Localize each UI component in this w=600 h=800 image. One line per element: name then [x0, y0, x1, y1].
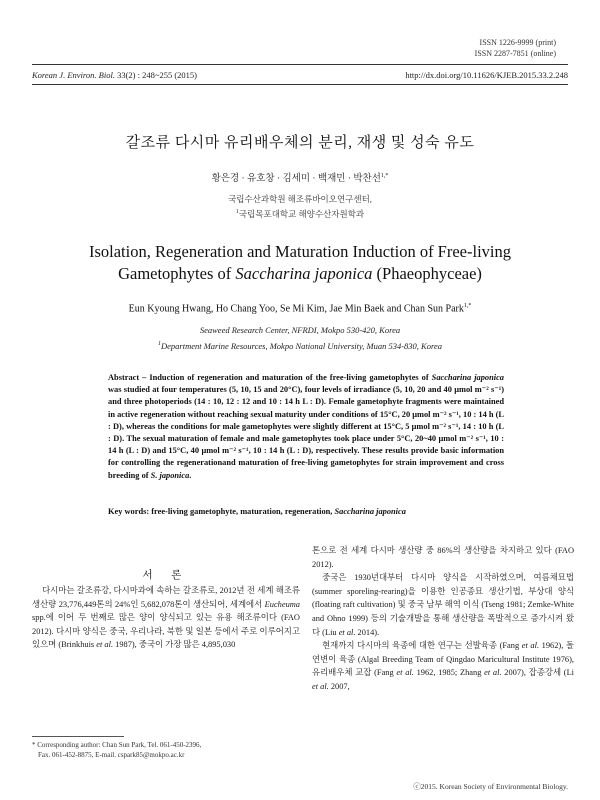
- abstract-label: Abstract: [108, 373, 140, 382]
- intro-p3-etal-3: et al.: [484, 668, 502, 678]
- korean-authors: [0, 170, 600, 184]
- intro-p3-etal-2: et al.: [396, 668, 414, 678]
- korean-author-names: 황은경 · 유호창 · 김세미 · 백재민 · 박찬선: [211, 174, 381, 184]
- english-title-species: Saccharina japonica: [235, 264, 373, 283]
- journal-citation: [32, 70, 197, 80]
- intro-p2-text-b: 2014).: [355, 627, 380, 637]
- journal-name: Korean J. Environ. Biol.: [32, 70, 115, 80]
- keywords: [108, 506, 504, 518]
- header-rule-top: [32, 64, 568, 65]
- english-affiliation-2: [0, 337, 600, 353]
- intro-paragraph-3: [312, 639, 574, 693]
- body-column-right: [312, 544, 574, 694]
- korean-affiliation-2: [0, 206, 600, 221]
- intro-p1-etal: et al.: [96, 640, 114, 650]
- intro-p1-text-b: spp.에 이어 두 번째로 많은 양이 양식되고 있는 유용 해조류이다 (FAO 2012). 다시마 양식은 중국, 우리나라, 북한 및 일본 등에서 주로 이루어지고 있으며 (Brinkhuis: [32, 613, 300, 650]
- english-author-names: Eun Kyoung Hwang, Ho Chang Yoo, Se Mi Kim, Jae Min Baek and Chan Sun Park: [128, 303, 464, 315]
- english-title: [0, 241, 600, 285]
- abstract-text-1: Induction of regeneration and maturation of the free-living gametophytes of: [149, 373, 432, 382]
- issn-online: ISSN 2287-7851 (online): [474, 49, 556, 58]
- intro-p3-text-a: 현재까지 다시마의 육종에 대한 연구는 선발육종 (Fang: [322, 641, 522, 651]
- footnote-line-1: * Corresponding author: Chan Sun Park, Tel. 061-450-2396,: [32, 741, 202, 749]
- intro-p1-text-a: 다시마는 갈조류강, 다시마과에 속하는 갈조류로, 2012년 전 세계 해조류 생산량 23,776,449톤의 24%인 5,682,078톤이 생산되어, 세계에서: [32, 586, 300, 609]
- abstract-text-3: .: [189, 470, 192, 480]
- body-column-left: [32, 584, 300, 652]
- english-title-line-2: [0, 263, 600, 285]
- intro-p1-text-c: 1987), 중국이 가장 많은 4,895,030: [113, 640, 236, 650]
- issn-block: [475, 37, 556, 59]
- corresponding-author-footnote: [32, 740, 300, 760]
- intro-p3-etal-1: et al.: [521, 641, 540, 651]
- english-author-mark: 1,*: [463, 303, 472, 309]
- intro-p3-text-c: 1962, 1985; Zhang: [413, 668, 485, 678]
- english-title-line-1: Isolation, Regeneration and Maturation Induction of Free-living: [88, 242, 511, 261]
- korean-affiliation-2-mark: 1: [235, 209, 239, 215]
- intro-p3-text-d: 2007), 잡종강세 (Li: [501, 668, 575, 678]
- intro-p1-species: Eucheuma: [264, 599, 300, 609]
- intro-paragraph-2: [312, 571, 574, 639]
- korean-author-mark: 1,*: [380, 172, 389, 179]
- intro-paragraph-1: [32, 584, 300, 652]
- keywords-label: Key words:: [108, 507, 150, 516]
- abstract-species-2: S. japonica: [150, 470, 190, 480]
- english-affiliation-1: Seaweed Research Center, NFRDI, Mokpo 530-420, Korea: [199, 325, 401, 335]
- abstract-species-1: Saccharina japonica: [431, 373, 504, 382]
- english-title-post: (Phaeophyceae): [372, 264, 482, 283]
- korean-affiliations: [0, 193, 600, 221]
- footnote-rule: [32, 736, 124, 737]
- english-authors: [0, 303, 600, 314]
- intro-paragraph-continued: 톤으로 전 세계 다시마 생산량 중 86%의 생산량을 차지하고 있다 (FAO 2012).: [312, 546, 574, 569]
- keywords-text: free-living gametophyte, maturation, regeneration,: [149, 507, 335, 516]
- copyright: ⓒ2015. Korean Society of Environmental Biology.: [413, 782, 568, 791]
- korean-affiliation-1: 국립수산과학원 해조류바이오연구센터,: [228, 194, 372, 204]
- footnote-line-2: Fax. 061-452-8875, E-mail. cspark85@mokpo.ac.kr: [38, 751, 185, 759]
- english-title-pre: Gametophytes of: [118, 264, 236, 283]
- intro-p3-text-e: 2007,: [328, 681, 350, 691]
- korean-title: 갈조류 다시마 유리배우체의 분리, 재생 및 성숙 유도: [125, 135, 475, 151]
- keywords-species: Saccharina japonica: [334, 507, 406, 516]
- korean-affiliation-2-text: 국립목포대학교 해양수산자원학과: [238, 208, 365, 219]
- english-affiliation-2-text: Department Marine Resources, Mokpo National University, Muan 534-830, Korea: [160, 340, 442, 351]
- english-affiliations: [0, 323, 600, 353]
- english-affiliation-2-mark: 1: [157, 341, 161, 347]
- intro-p2-text-a: 중국은 1930년대부터 다시마 양식을 시작하였으며, 여름채묘법 (summer sporeling-rearing)을 이용한 인공종묘 생산기법, 부상대 양식 (floating raft cultivation) 및 중국 남부 해역 이식 (Tseng 1981; Zemke-White and Ohno 1999) 등의 기술개발을 통해 생산량을 폭발적으로 증가시켜 왔다 (Liu: [312, 573, 574, 637]
- abstract-text-2: was studied at four temperatures (5, 10, 15 and 20°C), four levels of irradiance (5, 10, 20 and 40 μmol m⁻² s⁻¹) and three photoperiods (14 : 10, 12 : 12 and 10 : 14 h L : D). Female gametophyte fragments were maintained in active regeneration without reaching sexual maturity under conditions of 15°C, 20 μmol m⁻² s⁻¹, 10 : 14 h (L : D), whereas the conditions for male gametophytes were slightly different at 15°C, 5 μmol m⁻² s⁻¹, 14 : 10 h (L : D). The sexual maturation of female and male gametophytes took place under 5°C, 20~40 μmol m⁻² s⁻¹, 10 : 14 h (L : D) and 15°C, 40 μmol m⁻² s⁻¹, 10 : 14 h (L : D), respectively. These results provide basic information for controlling the regenerationand maturation of free-living gametophytes for strain improvement and cross breeding of: [108, 385, 504, 480]
- journal-issue: 33(2) : 248~255 (2015): [114, 70, 197, 80]
- intro-p3-text-b: 1962), 돌연변이 육종 (Algal Breeding Team of Qingdao Maricultural Institute 1976), 유리배우체 교잡 (Fang: [312, 641, 575, 678]
- intro-p3-etal-4: et al.: [312, 681, 329, 691]
- intro-p2-etal: et al.: [338, 627, 356, 637]
- doi-link[interactable]: http://dx.doi.org/10.11626/KJEB.2015.33.2.248: [405, 70, 568, 80]
- abstract: Abstract – Induction of regeneration and maturation of the free-living gametophytes of Saccharina japonica was studied at four temperatures (5, 10, 15 and 20°C), four levels of irradiance (5, 10, 20 and 40 μmol m⁻² s⁻¹) and three photoperiods (14 : 10, 12 : 12 and 10 : 14 h L : D). Female gametophyte fragments were maintained in active regeneration without reaching sexual maturity under conditions of 15°C, 20 μmol m⁻² s⁻¹, 10 : 14 h (L : D), whereas the conditions for male gametophytes were slightly different at 15°C, 5 μmol m⁻² s⁻¹, 14 : 10 h (L : D). The sexual maturation of female and male gametophytes took place under 5°C, 20~40 μmol m⁻² s⁻¹, 10 : 14 h (L : D) and 15°C, 40 μmol m⁻² s⁻¹, 10 : 14 h (L : D), respectively. These results provide basic information for controlling the regenerationand maturation of free-living gametophytes for strain improvement and cross breeding of S. japonica.: [108, 373, 504, 480]
- intro-heading: 서 론: [142, 570, 190, 581]
- issn-print: ISSN 1226-9999 (print): [479, 38, 556, 47]
- header-rule-bottom: [32, 84, 568, 85]
